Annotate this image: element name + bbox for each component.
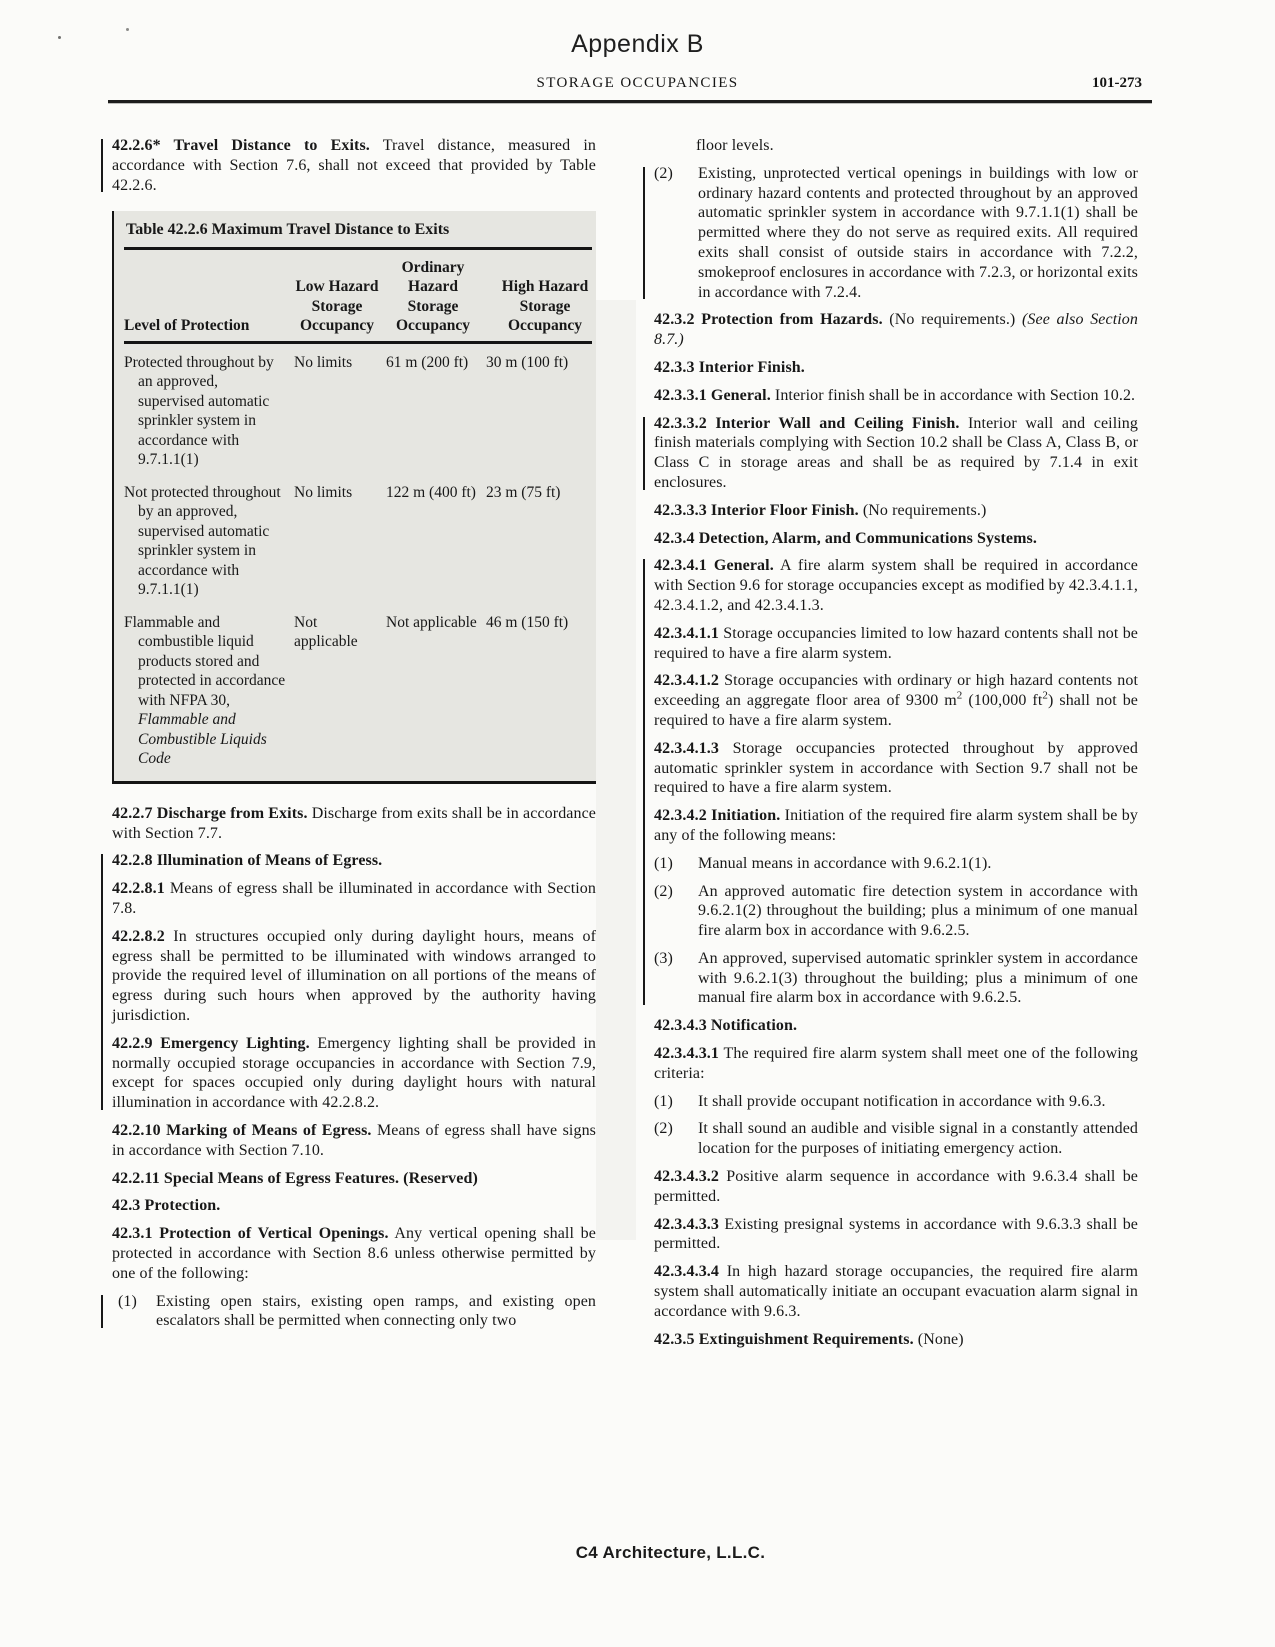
section-42.2.8.2	[112, 927, 596, 1026]
section-42.3.4.3.4	[654, 1262, 1138, 1321]
section-label: 42.3.4.1.2	[654, 672, 719, 690]
section-text: (No requirements.)	[858, 501, 987, 519]
section-42.3.4.3.1	[654, 1044, 1138, 1084]
table-cell: No limits	[294, 483, 353, 501]
section-42.3.4	[654, 529, 1138, 549]
section-text: (None)	[913, 1330, 964, 1348]
header-rule	[108, 100, 1152, 103]
list-marker: (1)	[654, 854, 673, 872]
list-text: Existing, unprotected vertical openings in buildings with low or ordinary hazard contents and protected throughout by an approved automatic sprinkler system in accordance with 9.7.1.1(1) shall be permitted where they do not serve as required exits. All required exits shall consist of outside stairs in accordance with 7.2.2, smokeproof enclosures in accordance with 7.2.3, or horizontal exits in accordance with 7.2.4.	[698, 164, 1138, 301]
running-header	[0, 75, 1275, 95]
list-item	[654, 1119, 1138, 1159]
section-42.3	[112, 1196, 596, 1216]
section-label: 42.3.4 Detection, Alarm, and Communications Systems.	[654, 529, 1037, 547]
section-42.2.10	[112, 1121, 596, 1161]
list-item	[654, 854, 1138, 874]
section-42.3.3.3	[654, 501, 1138, 521]
section-42.3.4.1.1	[654, 624, 1138, 664]
table-cell	[124, 613, 288, 769]
list-marker: (2)	[654, 882, 673, 900]
section-label: 42.3 Protection.	[112, 1197, 221, 1215]
table-col-header-protection: Level of Protection	[124, 317, 250, 335]
section-42.3.4.3.2	[654, 1167, 1138, 1207]
list-text: It shall sound an audible and visible signal in a constantly attended location for the purposes of initiating emergency action.	[698, 1120, 1138, 1158]
table-cell: 23 m (75 ft)	[486, 483, 561, 501]
section-42.3.1	[112, 1224, 596, 1283]
section-text: A fire alarm system shall be required in accordance with Section 9.6 for storage occupancies except as modified by 42.3.4.1.1, 42.3.4.1.2, and 42.3.4.1.3.	[654, 557, 1138, 614]
section-label: 42.2.8.1	[112, 880, 165, 898]
section-42.2.11	[112, 1169, 596, 1189]
list-item	[654, 1092, 1138, 1112]
section-label: 42.3.5 Extinguishment Requirements.	[654, 1330, 914, 1348]
section-label: 42.2.6* Travel Distance to Exits.	[112, 137, 370, 154]
table-cell: 30 m (100 ft)	[486, 353, 569, 371]
section-label: 42.2.8.2	[112, 927, 165, 945]
section-text: Travel distance, measured in accordance with Section 7.6, shall not exceed that provided by Table 42.2.6.	[112, 137, 596, 194]
section-text: Interior finish shall be in accordance with Section 10.2.	[770, 386, 1136, 404]
section-label: 42.2.9 Emergency Lighting.	[112, 1034, 310, 1052]
list-marker: (1)	[118, 1292, 137, 1310]
section-text: Positive alarm sequence in accordance with 9.6.3.4 shall be permitted.	[654, 1168, 1138, 1205]
section-42.3.3.1	[654, 386, 1138, 406]
section-text: The required fire alarm system shall meet one of the following criteria:	[654, 1045, 1138, 1082]
list-item-2	[654, 164, 1138, 303]
table-cell: 122 m (400 ft)	[386, 483, 476, 501]
list-marker: (3)	[654, 949, 673, 967]
continuation-text: floor levels.	[696, 137, 774, 154]
section-label: 42.3.1 Protection of Vertical Openings.	[112, 1225, 389, 1243]
section-text: Storage occupancies with ordinary or high hazard contents not exceeding an aggregate floor area of 9300 m	[654, 672, 1138, 710]
section-42.3.3	[654, 358, 1138, 378]
section-text: (No requirements.)	[882, 311, 1022, 329]
table-cell: 46 m (150 ft)	[486, 613, 569, 631]
section-42.3.5	[654, 1330, 1138, 1350]
section-label: 42.2.10 Marking of Means of Egress.	[112, 1122, 372, 1140]
change-bar-group	[654, 556, 1138, 1008]
table-cell: Not protected throughout by an approved, supervised automatic sprinkler system in accordance with 9.7.1.1(1)	[124, 483, 281, 599]
table-body	[124, 344, 592, 769]
superscript: 2	[1042, 689, 1048, 702]
superscript: 2	[956, 689, 963, 702]
table-cell: Protected throughout by an approved, supervised automatic sprinkler system in accordance with 9.7.1.1(1)	[124, 353, 274, 469]
footer-attribution: C4 Architecture, L.L.C.	[575, 1543, 766, 1562]
list-text: An approved, supervised automatic sprinkler system in accordance with 9.6.2.1(3) throughout the building; plus a minimum of one manual fire alarm box in accordance with 9.6.2.5.	[698, 949, 1138, 1007]
list-marker: (2)	[654, 1120, 673, 1138]
section-42.3.4.2	[654, 806, 1138, 846]
table-title: Table 42.2.6 Maximum Travel Distance to Exits	[124, 217, 592, 250]
table-col-header-high: High Hazard Storage Occupancy	[501, 278, 589, 335]
section-label: 42.3.4.3.1	[654, 1045, 719, 1063]
section-label: 42.3.4.1.3	[654, 739, 719, 757]
scan-artifact-dots	[58, 36, 61, 39]
section-42.3.4.3.3	[654, 1215, 1138, 1255]
section-label: 42.3.3 Interior Finish.	[654, 358, 805, 376]
section-text: Means of egress shall be illuminated in accordance with Section 7.8.	[112, 880, 596, 918]
section-text: Interior wall and ceiling finish materials complying with Section 10.2 shall be Class A, Class B, or Class C in storage areas and shall be as required by 7.1.4 in exit enclosures.	[654, 414, 1139, 491]
section-label: 42.3.3.2 Interior Wall and Ceiling Finish.	[654, 414, 960, 432]
table-col-header-low: Low Hazard Storage Occupancy	[295, 278, 379, 335]
table-cell-italic-text: Flammable and Combustible Liquids Code	[138, 711, 267, 768]
section-label: 42.3.4.1.1	[654, 624, 719, 642]
section-42.3.4.1.2	[654, 671, 1138, 730]
section-42.3.2	[654, 310, 1138, 350]
two-column-body	[0, 136, 1275, 1357]
list-marker: (2)	[654, 164, 673, 182]
section-text: In structures occupied only during daylight hours, means of egress shall be permitted to be illuminated with windows arranged to provide the required level of illumination on all portions of the means of egress during such hours when approved by the authority having jurisdiction.	[112, 927, 596, 1025]
right-column	[654, 136, 1138, 1357]
section-label: 42.3.4.1 General.	[654, 557, 774, 575]
section-label: 42.3.4.3.4	[654, 1263, 719, 1281]
running-title: STORAGE OCCUPANCIES	[536, 75, 739, 91]
section-42.3.4.1	[654, 556, 1138, 615]
section-label: 42.3.4.3.3	[654, 1215, 719, 1233]
section-label: 42.3.3.1 General.	[654, 386, 771, 404]
table-header-row	[124, 250, 592, 344]
table-col-header-ordinary: Ordinary Hazard Storage Occupancy	[395, 258, 471, 335]
table-cell: 61 m (200 ft)	[386, 353, 469, 371]
table-42.2.6	[112, 211, 596, 784]
section-italic-text: (See also Section 8.7.)	[654, 311, 1138, 349]
list-item-1	[112, 1292, 596, 1332]
section-label: 42.3.3.3 Interior Floor Finish.	[654, 501, 859, 519]
section-label: 42.2.8 Illumination of Means of Egress.	[112, 852, 383, 870]
left-column	[112, 136, 596, 1357]
list-text: Existing open stairs, existing open ramps, and existing open escalators shall be permitted when connecting only two	[156, 1292, 596, 1330]
section-text: (100,000 ft	[962, 692, 1043, 710]
section-42.3.4.3	[654, 1016, 1138, 1036]
section-label: 42.3.4.3 Notification.	[654, 1017, 798, 1035]
page-number: 101-273	[1092, 75, 1142, 91]
section-42.3.4.1.3	[654, 739, 1138, 798]
table-cell: Not applicable	[294, 613, 358, 651]
section-42.2.9	[112, 1034, 596, 1113]
section-42.2.8	[112, 851, 596, 871]
list-item	[654, 949, 1138, 1008]
section-label: 42.3.2 Protection from Hazards.	[654, 311, 883, 329]
section-text: Any vertical opening shall be protected in accordance with Section 8.6 unless otherwise permitted by one of the following:	[112, 1225, 596, 1282]
section-42.2.6	[112, 136, 596, 195]
section-text: Emergency lighting shall be provided in normally occupied storage occupancies in accordance with Section 7.9, except for spaces occupied only during daylight hours with natural illumination in accordance with 42.2.8.2.	[112, 1034, 597, 1112]
list-marker: (1)	[654, 1092, 673, 1110]
section-text: Storage occupancies protected throughout by approved automatic sprinkler system in accordance with Section 9.7 shall not be required to have a fire alarm system.	[654, 739, 1138, 797]
section-label: 42.3.4.2 Initiation.	[654, 807, 781, 825]
section-text: Means of egress shall have signs in accordance with Section 7.10.	[112, 1122, 596, 1159]
section-42.3.3.2	[654, 414, 1138, 493]
section-text: ) shall not be required to have a fire alarm system.	[654, 692, 1138, 729]
section-text: In high hazard storage occupancies, the required fire alarm system shall automatically initiate an occupant evacuation alarm signal in accordance with 9.6.3.	[654, 1263, 1138, 1320]
table-cell: Not applicable	[386, 613, 477, 631]
section-text: Initiation of the required fire alarm system shall be by any of the following means:	[654, 807, 1138, 844]
section-label: 42.3.4.3.2	[654, 1168, 719, 1186]
change-bar-group	[112, 851, 596, 1113]
appendix-title: Appendix B	[571, 30, 704, 58]
section-label: 42.2.11 Special Means of Egress Features. (Reserved)	[112, 1169, 478, 1187]
table-cell-text: Flammable and combustible liquid products stored and protected in accordance with NFPA 30,	[124, 613, 286, 709]
list-text: Manual means in accordance with 9.6.2.1(1).	[698, 854, 992, 872]
list-text: It shall provide occupant notification in accordance with 9.6.3.	[698, 1092, 1106, 1110]
section-text: Storage occupancies limited to low hazard contents shall not be required to have a fire alarm system.	[654, 624, 1138, 662]
section-text: Discharge from exits shall be in accordance with Section 7.7.	[112, 804, 596, 842]
list-item	[654, 882, 1138, 941]
list-text: An approved automatic fire detection system in accordance with 9.6.2.1(2) throughout the building; plus a minimum of one manual fire alarm box in accordance with 9.6.2.5.	[698, 882, 1138, 940]
table-cell: No limits	[294, 353, 353, 371]
section-text: Existing presignal systems in accordance with 9.6.3.3 shall be permitted.	[654, 1215, 1138, 1253]
section-label: 42.2.7 Discharge from Exits.	[112, 804, 308, 822]
section-42.2.8.1	[112, 879, 596, 919]
section-42.2.7	[112, 804, 596, 844]
